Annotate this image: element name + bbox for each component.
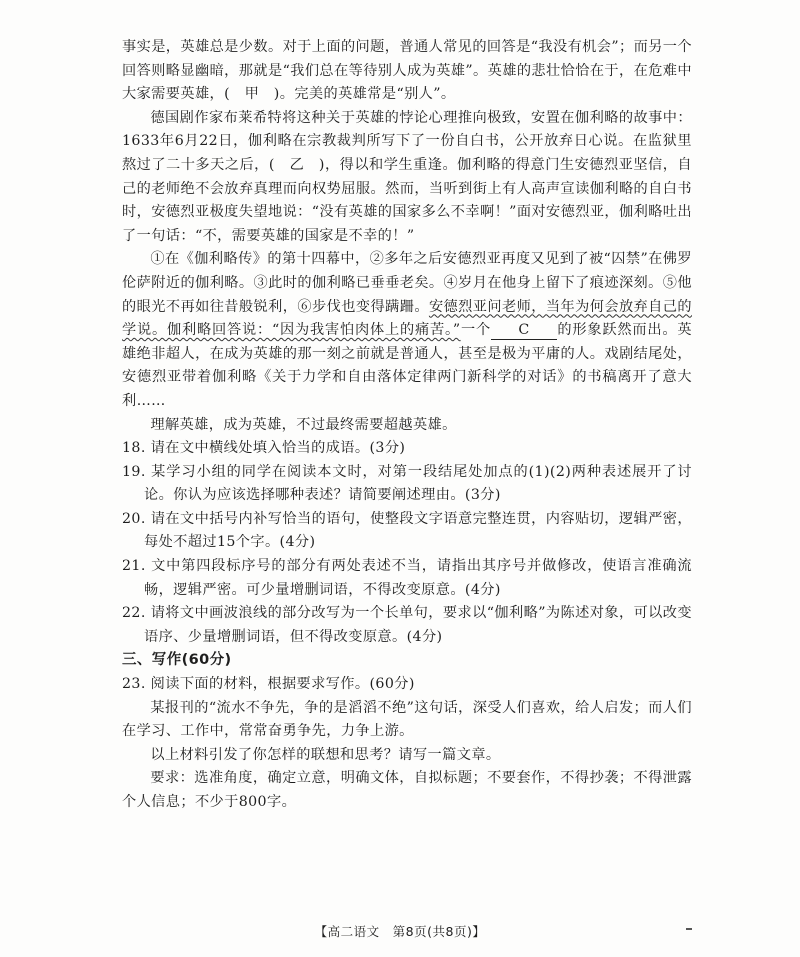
paragraph-heroes-minority: 事实是，英雄总是少数。对于上面的问题，普通人常见的回答是“我没有机会”；而另一个回答则略显幽暗，那就是“我们总在等待别人成为英雄”。英雄的悲壮恰恰在于，在危难中大家需要英雄，( 甲 )。完美的英雄常是“别人”。 xyxy=(122,39,692,103)
question-21: 21. 文中第四段标序号的部分有两处表述不当，请指出其序号并做修改，使语言准确流畅，逻辑严密。可少量增删词语，不得改变原意。(4分) xyxy=(122,558,692,598)
writing-requirements: 要求：选准角度，确定立意，明确文体，自拟标题；不要套作，不得抄袭；不得泄露个人信息；不少于800字。 xyxy=(122,770,692,810)
writing-material: 某报刊的“流水不争先，争的是滔滔不绝”这句话，深受人们喜欢，给人启发；而人们在学习、工作中，常常奋勇争先，力争上游。 xyxy=(122,699,692,740)
paragraph-brecht-galileo: 德国剧作家布莱希特将这种关于英雄的悖论心理推向极致，安置在伽利略的故事中：1633年6月22日，伽利略在宗教裁判所写下了一份自白书，公开放弃日心说。在监狱里熬过了二十多天之后，( 乙 )，得以和学生重逢。伽利略的得意门生安德烈亚坚信，自己的老师绝不会放弃真理而向权势屈服。然而，当听到街上有人高声宣读伽利略的自白书时，安德烈亚极度失望地说：“没有英雄的国家多么不幸啊！”面对安德烈亚，伽利略吐出了一句话：“不，需要英雄的国家是不幸的！” xyxy=(122,109,692,244)
page-content xyxy=(122,36,692,815)
wavy-underlined-passage: 安德烈亚问老师，当年为何会放弃自己的学说。伽利略回答说：“因为我害怕肉体上的痛苦。” xyxy=(122,298,692,339)
question-23: 23. 阅读下面的材料，根据要求写作。(60分) xyxy=(122,676,415,693)
question-19: 19. 某学习小组的同学在阅读本文时，对第一段结尾处加点的(1)(2)两种表述展开了讨论。你认为应该选择哪种表述？请简要阐述理由。(3分) xyxy=(122,463,692,504)
writing-section-heading: 三、写作(60分) xyxy=(122,652,232,669)
scan-mark xyxy=(686,928,692,930)
paragraph-conclusion: 理解英雄，成为英雄，不过最终需要超越英雄。 xyxy=(150,416,457,433)
pre-blank-text: 一个 xyxy=(460,322,492,339)
question-18: 18. 请在文中横线处填入恰当的成语。(3分) xyxy=(122,440,406,457)
idiom-blank: C xyxy=(491,322,557,340)
question-20: 20. 请在文中括号内补写恰当的语句，使整段文字语意完整连贯，内容贴切，逻辑严密，每处不超过15个字。(4分) xyxy=(122,510,692,551)
question-22: 22. 请将文中画波浪线的部分改写为一个长单句，要求以“伽利略”为陈述对象，可以改变语序、少量增删词语，但不得改变原意。(4分) xyxy=(122,605,692,645)
paragraph-rest-text: 的形象跃然而出。英雄绝非超人，在成为英雄的那一刻之前就是普通人，甚至是极为平庸的人。戏剧结尾处，安德烈亚带着伽利略《关于力学和自由落体定律两门新科学的对话》的书稿离开了意大利…… xyxy=(122,322,693,409)
paragraph-galileo-play xyxy=(122,248,692,413)
page-footer: 【高二语文 第8页(共8页)】 xyxy=(314,924,486,939)
numbered-sentences: ①在《伽利略传》的第十四幕中，②多年之后安德烈亚再度又见到了被“囚禁”在佛罗伦萨附近的伽利略。③此时的伽利略已垂垂老矣。④岁月在他身上留下了痕迹深刻。⑤他的眼光不再如往昔般锐利，⑥步伐也变得蹒跚。 xyxy=(122,251,692,315)
writing-prompt: 以上材料引发了你怎样的联想和思考？请写一篇文章。 xyxy=(150,746,501,763)
